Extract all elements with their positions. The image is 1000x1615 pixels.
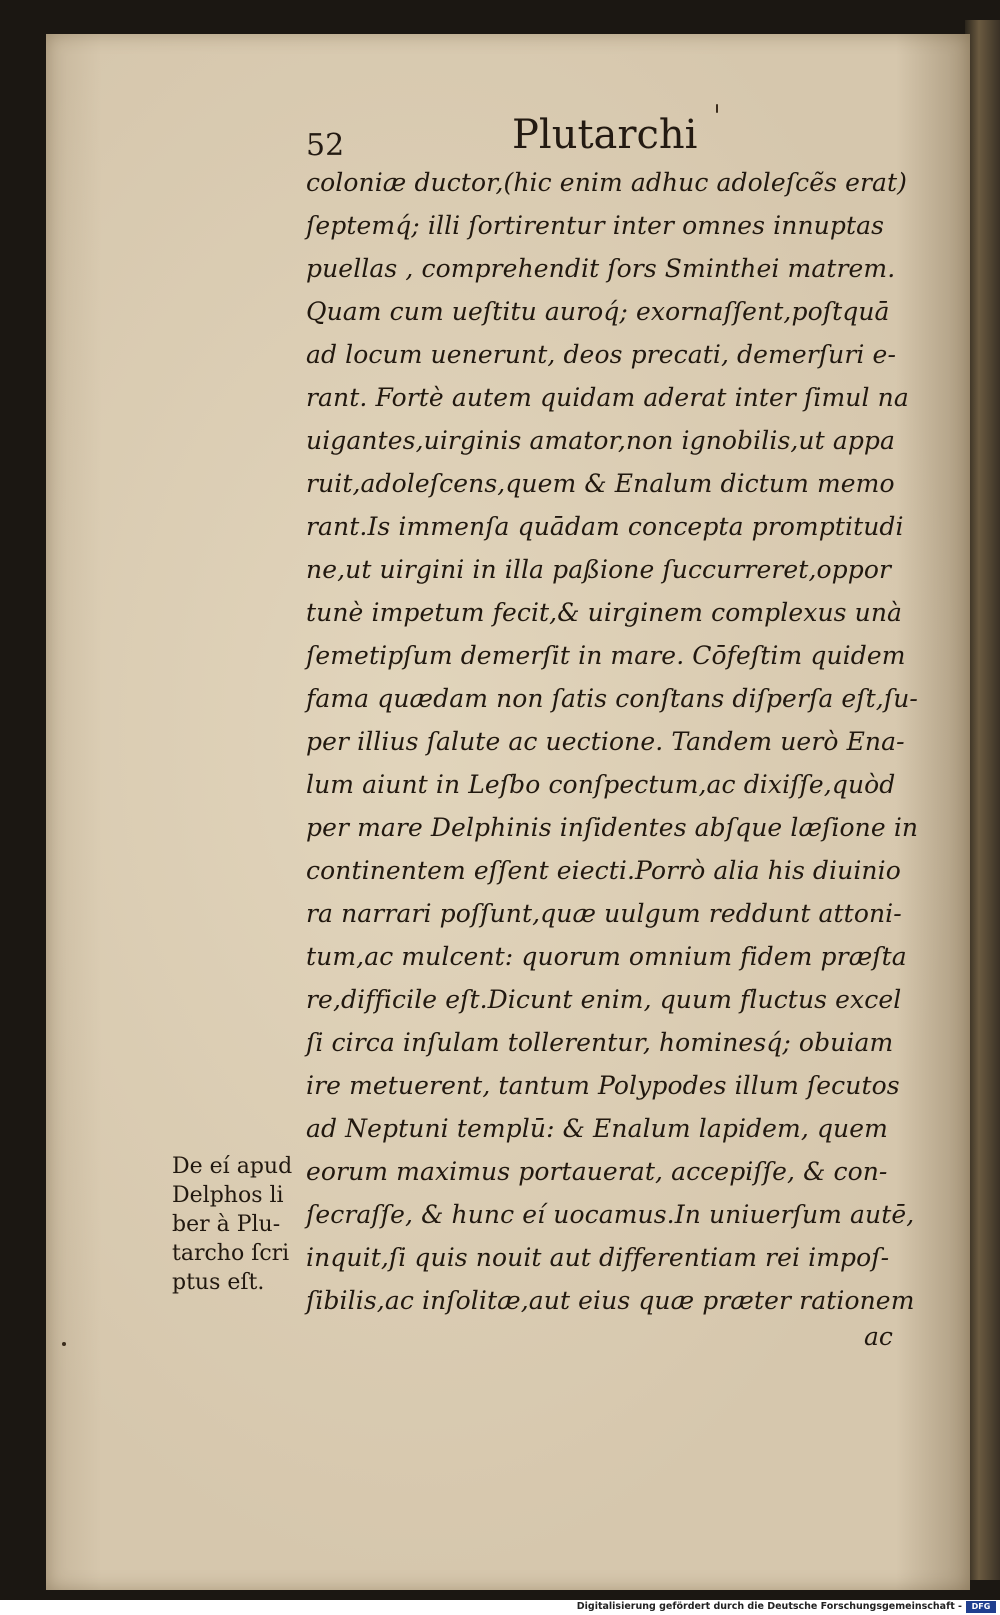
text-line: tum,ac mulcent: quorum omnium fidem præſta [306, 942, 907, 971]
page-number: 52 [306, 128, 345, 163]
text-line: continentem eſſent eiecti.Porrò alia his diuinio [306, 856, 901, 885]
text-line: ſemetipſum demerſit in mare. Cōfeſtim quidem [306, 641, 906, 670]
text-line: inquit,ſi quis nouit aut differentiam rei impoſ- [306, 1243, 890, 1272]
text-line: rant.Is immenſa quādam concepta promptitudi [306, 512, 904, 541]
marginal-note-line: tarcho ſcri [172, 1241, 290, 1266]
text-line: ad Neptuni templū: & Enalum lapidem, quem [306, 1114, 888, 1143]
text-line: lum aiunt in Leſbo conſpectum,ac dixiſſe,quòd [306, 770, 896, 799]
marginal-note-line: De eí apud [172, 1154, 293, 1179]
text-line: tunè impetum fecit,& uirginem complexus unà [306, 598, 903, 627]
text-line: ne,ut uirgini in illa paßione ſuccurreret,oppor [306, 555, 892, 584]
ink-speck [716, 104, 718, 113]
text-line: per mare Delphinis inſidentes abſque læſione in [306, 813, 919, 842]
text-line: ſibilis,ac inſolitæ,aut eius quæ præter rationem [306, 1286, 915, 1315]
text-line: puellas , comprehendit ſors Sminthei matrem. [306, 254, 896, 283]
text-line: fama quædam non ſatis conſtans diſperſa eſt,ſu- [306, 684, 918, 713]
dfg-logo-icon: DFG [966, 1601, 996, 1613]
text-line: ſeptemq́; illi ſortirentur inter omnes innuptas [306, 211, 885, 240]
text-line: ire metuerent, tantum Polypodes illum ſecutos [306, 1071, 900, 1100]
text-line: ſi circa inſulam tollerentur, hominesq́; obuiam [306, 1028, 894, 1057]
text-line: ruit,adoleſcens,quem & Enalum dictum memo [306, 469, 895, 498]
text-line: per illius ſalute ac uectione. Tandem uerò Ena- [306, 727, 905, 756]
digitization-credit: Digitalisierung gefördert durch die Deutsche Forschungsgemeinschaft - [576, 1601, 962, 1612]
marginal-note-line: ptus eſt. [172, 1270, 265, 1295]
marginal-note-line: Delphos li [172, 1183, 284, 1208]
running-head: Plutarchi [512, 112, 698, 158]
text-line: coloniæ ductor,(hic enim adhuc adoleſcẽs erat) [306, 168, 908, 197]
catchword: ac [864, 1322, 893, 1351]
text-line: re,difficile eſt.Dicunt enim, quum fluctus excel [306, 985, 902, 1014]
text-line: ſecraſſe, & hunc eí uocamus.In uniuerſum autē, [306, 1200, 915, 1229]
ink-speck [62, 1342, 66, 1346]
text-line: ad locum uenerunt, deos precati, demerſuri e- [306, 340, 896, 369]
text-line: Quam cum ueſtitu auroq́; exornaſſent,poſtquā [306, 297, 890, 326]
marginal-note-line: ber à Plu- [172, 1212, 281, 1237]
text-line: eorum maximus portauerat, accepiſſe, & con- [306, 1157, 888, 1186]
text-line: rant. Fortè autem quidam aderat inter ſimul na [306, 383, 909, 412]
text-line: uigantes,uirginis amator,non ignobilis,ut appa [306, 426, 896, 455]
text-line: ra narrari poſſunt,quæ uulgum reddunt attoni- [306, 899, 902, 928]
book-edge [965, 20, 1000, 1580]
